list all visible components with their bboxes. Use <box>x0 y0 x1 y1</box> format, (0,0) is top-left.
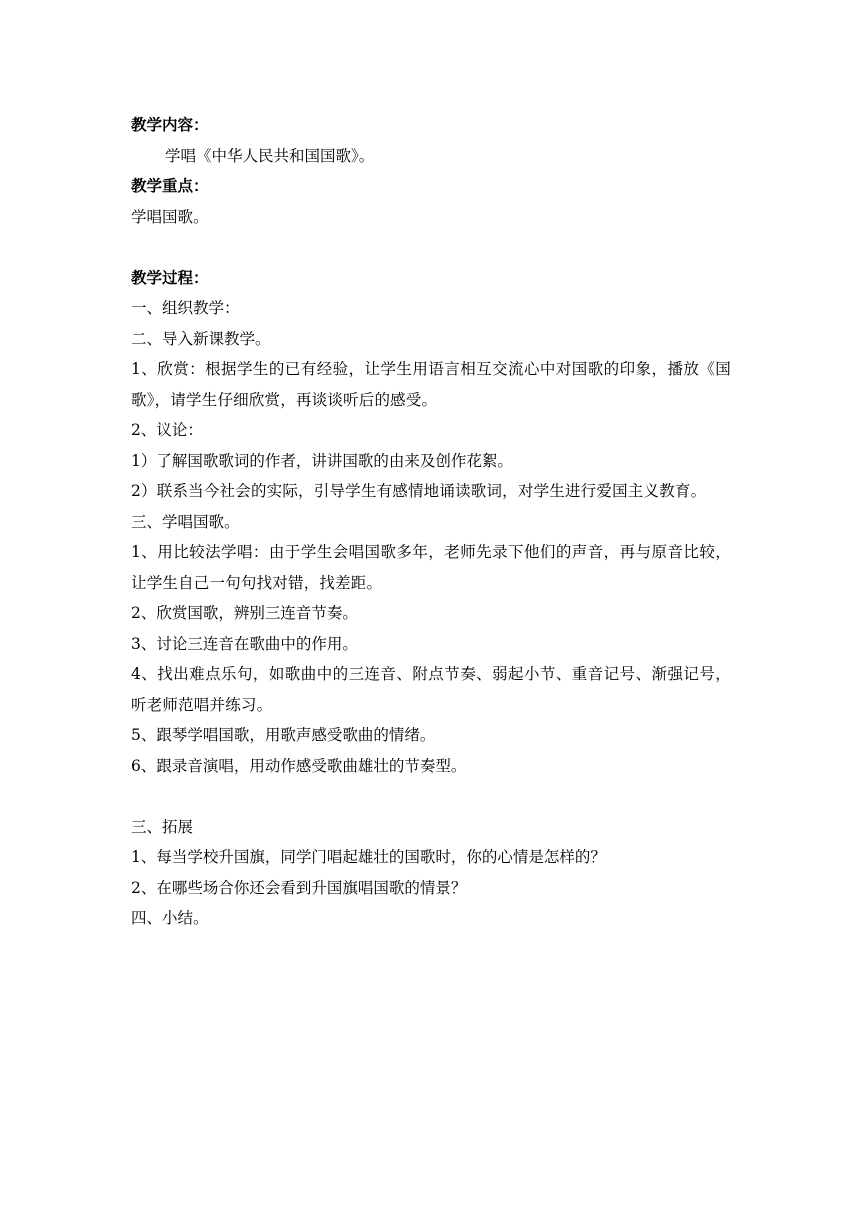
extension-question-2: 2、在哪些场合你还会看到升国旗唱国歌的情景？ <box>131 878 467 897</box>
learn-item-1: 1、用比较法学唱：由于学生会唱国歌多年，老师先录下他们的声音，再与原音比较，让学生自己一句句找对错，找差距。 <box>131 543 731 592</box>
learn-item-6: 6、跟录音演唱，用动作感受歌曲雄壮的节奏型。 <box>131 756 467 775</box>
process-step-organize: 一、组织教学： <box>131 299 240 317</box>
learn-item-5: 5、跟琴学唱国歌，用歌声感受歌曲的情绪。 <box>131 726 436 744</box>
process-step-introduce: 二、导入新课教学。 <box>131 329 271 348</box>
summary-heading: 四、小结。 <box>131 909 209 927</box>
discuss-item-1: 1）了解国歌歌词的作者，讲讲国歌的由来及创作花絮。 <box>131 451 513 470</box>
blank-line <box>131 781 731 812</box>
blank-line <box>131 232 731 263</box>
lesson-plan-body <box>131 110 731 934</box>
introduce-discuss: 2、议论： <box>131 421 203 439</box>
learn-item-4: 4、找出难点乐句，如歌曲中的三连音、附点节奏、弱起小节、重音记号、渐强记号，听老师范唱并练习。 <box>131 665 731 714</box>
teaching-content-heading: 教学内容： <box>131 116 209 134</box>
learn-item-3: 3、讨论三连音在歌曲中的作用。 <box>131 634 358 653</box>
teaching-content-text: 学唱《中华人民共和国国歌》。 <box>165 146 375 165</box>
introduce-appreciate: 1、欣赏：根据学生的已有经验，让学生用语言相互交流心中对国歌的印象，播放《国歌》，请学生仔细欣赏，再谈谈听后的感受。 <box>131 360 731 409</box>
teaching-process-heading: 教学过程： <box>131 268 209 287</box>
teaching-focus-text: 学唱国歌。 <box>131 207 209 226</box>
extension-heading: 三、拓展 <box>131 817 194 836</box>
discuss-item-2: 2）联系当今社会的实际，引导学生有感情地诵读歌词，对学生进行爱国主义教育。 <box>131 482 707 500</box>
teaching-focus-heading: 教学重点： <box>131 177 209 195</box>
extension-question-1: 1、每当学校升国旗，同学门唱起雄壮的国歌时，你的心情是怎样的？ <box>131 848 606 866</box>
learn-item-2: 2、欣赏国歌，辨别三连音节奏。 <box>131 604 358 622</box>
process-step-learn-anthem: 三、学唱国歌。 <box>131 512 240 531</box>
